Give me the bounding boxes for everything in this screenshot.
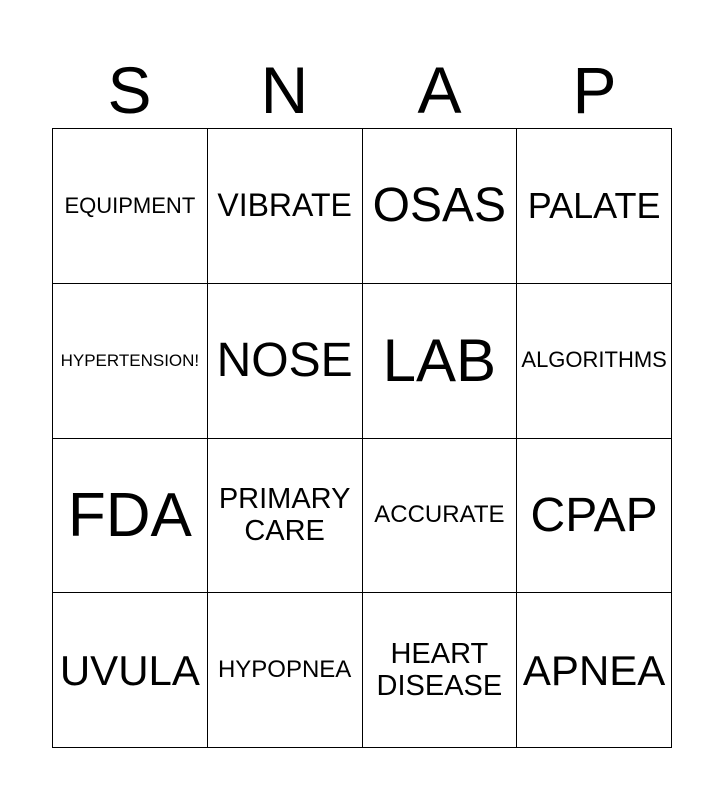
cell-label: NOSE xyxy=(216,333,353,387)
cell-label: VIBRATE xyxy=(217,186,352,223)
cell-label: LAB xyxy=(382,327,497,395)
bingo-cell[interactable] xyxy=(53,129,208,284)
cell-label: ALGORITHMS xyxy=(521,347,667,373)
bingo-cell[interactable] xyxy=(53,593,208,748)
header-letter-a: A xyxy=(417,53,462,127)
bingo-cell[interactable] xyxy=(208,284,363,439)
bingo-cell[interactable] xyxy=(53,284,208,439)
bingo-cell[interactable] xyxy=(517,284,672,439)
bingo-cell[interactable] xyxy=(517,129,672,284)
cell-label: EQUIPMENT xyxy=(64,192,196,218)
bingo-cell[interactable] xyxy=(363,129,518,284)
cell-label: HYPOPNEA xyxy=(217,655,352,683)
cell-label: HYPERTENSION! xyxy=(60,351,200,371)
cell-label: FDA xyxy=(67,480,192,550)
bingo-cell[interactable] xyxy=(517,593,672,748)
bingo-card xyxy=(52,128,672,748)
bingo-cell[interactable] xyxy=(363,284,518,439)
bingo-header xyxy=(52,50,672,130)
header-letter-p: P xyxy=(572,53,617,127)
cell-label: HEART DISEASE xyxy=(376,637,503,703)
bingo-cell[interactable] xyxy=(517,439,672,594)
bingo-cell[interactable] xyxy=(363,593,518,748)
cell-label: OSAS xyxy=(372,179,507,232)
bingo-cell[interactable] xyxy=(53,439,208,594)
cell-label: PRIMARY CARE xyxy=(218,482,351,548)
cell-label: CPAP xyxy=(530,488,658,542)
cell-label: PALATE xyxy=(527,184,661,226)
bingo-cell[interactable] xyxy=(208,439,363,594)
cell-label: UVULA xyxy=(59,646,200,694)
header-letter-s: S xyxy=(107,53,152,127)
bingo-cell[interactable] xyxy=(208,129,363,284)
cell-label: ACCURATE xyxy=(374,500,505,528)
cell-label: APNEA xyxy=(522,646,666,694)
bingo-cell[interactable] xyxy=(363,439,518,594)
header-letter-n: N xyxy=(260,53,309,127)
bingo-cell[interactable] xyxy=(208,593,363,748)
